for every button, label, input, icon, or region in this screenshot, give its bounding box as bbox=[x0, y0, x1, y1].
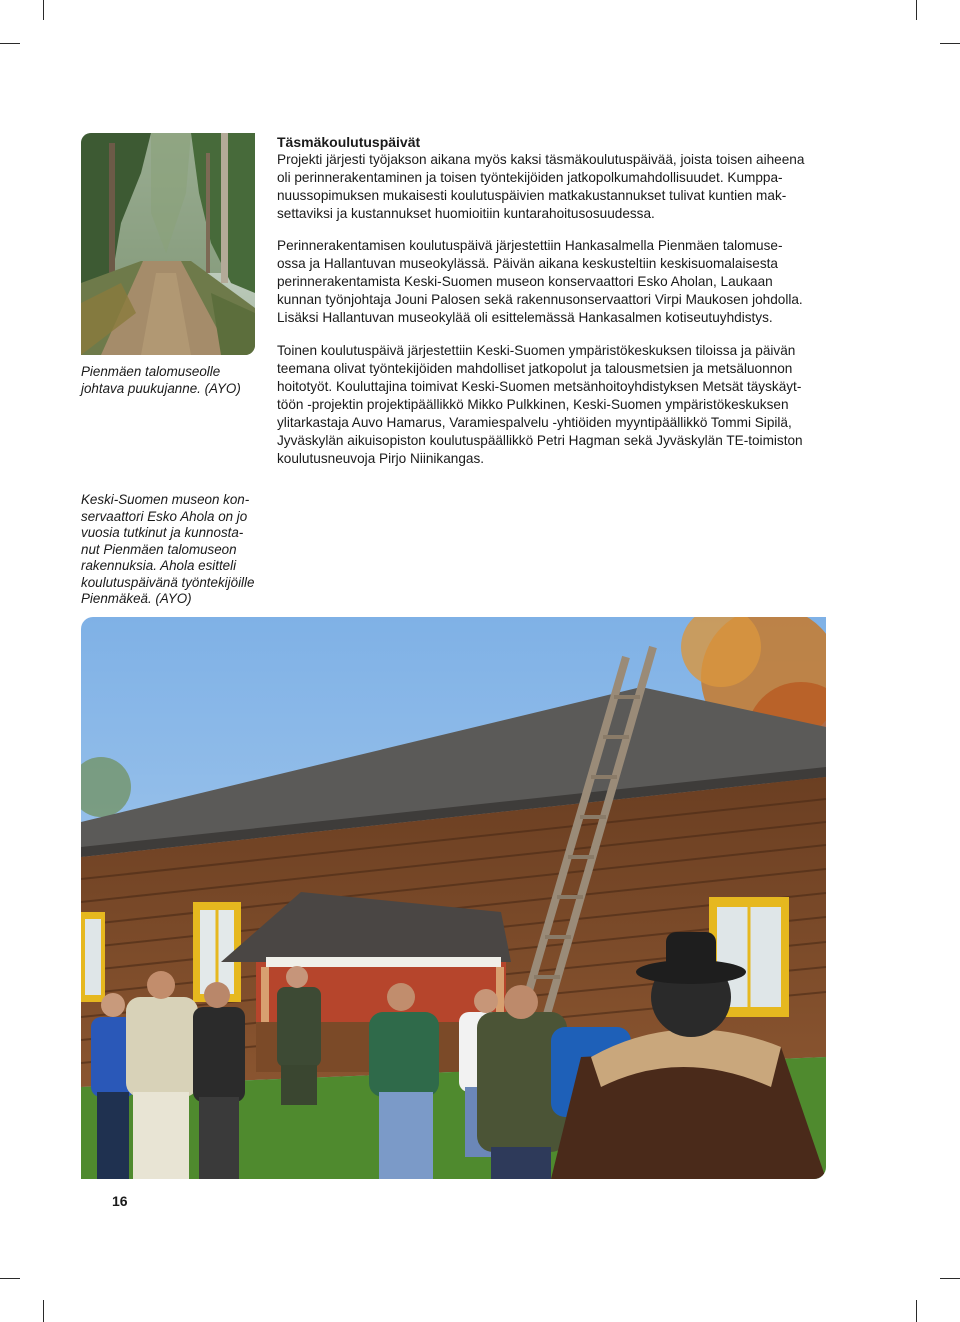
text-line: ossa ja Hallantuvan museokylässä. Päivän aikana keskusteltiin keskisuomalaisesta bbox=[277, 256, 778, 271]
text-line: koulutusneuvoja Pirjo Niinikangas. bbox=[277, 451, 485, 466]
text-line: oli perinnerakentaminen ja toisen työntekijöiden jatkopolkumahdollisuudet. Kumppa- bbox=[277, 170, 783, 185]
text-line: perinnerakentamista Keski-Suomen museon konservaattori Esko Aholan, Laukaan bbox=[277, 274, 773, 289]
text-line: Perinnerakentamisen koulutuspäivä järjestettiin Hankasalmella Pienmäen talomuse- bbox=[277, 238, 783, 253]
page-number: 16 bbox=[112, 1193, 128, 1209]
caption-line: nut Pienmäen talomuseon bbox=[81, 541, 237, 557]
text-line: hoitotyöt. Kouluttajina toimivat Keski-Suomen metsänhoitoyhdistyksen Metsät täyskäyt- bbox=[277, 379, 802, 394]
crop-mark bbox=[916, 1300, 917, 1322]
bottom-photo-caption bbox=[81, 492, 271, 608]
article-paragraph-2 bbox=[277, 237, 825, 327]
article-body bbox=[277, 133, 825, 223]
crop-mark bbox=[0, 1278, 20, 1279]
caption-line: rakennuksia. Ahola esitteli bbox=[81, 558, 237, 573]
article-paragraph-3 bbox=[277, 342, 825, 468]
text-line: nuussopimuksen mukaisesti koulutuspäivien matkakustannukset tulivat kuntien mak- bbox=[277, 188, 787, 203]
top-photo-caption bbox=[81, 364, 261, 397]
forest-path-photo bbox=[81, 133, 255, 355]
text-line: settaviksi ja kustannukset huomioitiin kuntarahoitusosuudessa. bbox=[277, 206, 655, 221]
crop-mark bbox=[916, 0, 917, 20]
crop-mark bbox=[43, 1300, 44, 1322]
text-line: Toinen koulutuspäivä järjestettiin Keski-Suomen ympäristökeskuksen tiloissa ja päivän bbox=[277, 343, 796, 358]
caption-line: johtava puukujanne. (AYO) bbox=[81, 380, 241, 396]
text-line: Lisäksi Hallantuvan museokylää oli esittelemässä Hankasalmen kotiseutuyhdistys. bbox=[277, 310, 773, 325]
caption-line: Pienmäen talomuseolle bbox=[81, 364, 221, 379]
crop-mark bbox=[0, 43, 20, 44]
caption-line: vuosia tutkinut ja kunnosta- bbox=[81, 525, 244, 540]
crop-mark bbox=[43, 0, 44, 20]
text-line: teemana olivat työntekijöiden mahdolliset jatkopolut ja talousmetsien ja metsäluonnon bbox=[277, 361, 793, 376]
caption-line: Pienmäkeä. (AYO) bbox=[81, 591, 192, 606]
article-heading: Täsmäkoulutuspäivät bbox=[277, 134, 421, 150]
text-line: Projekti järjesti työjakson aikana myös kaksi täsmäkoulutuspäivää, joista toisen aiheena bbox=[277, 152, 805, 167]
log-house-photo bbox=[81, 617, 826, 1179]
caption-line: servaattori Esko Ahola on jo bbox=[81, 508, 248, 524]
text-line: kunnan työnjohtaja Jouni Palosen sekä rakennusonservaattori Virpi Maukosen johdolla. bbox=[277, 292, 803, 307]
text-line: Jyväskylän aikuisopiston koulutuspäällikkö Petri Hagman sekä Jyväskylän TE-toimiston bbox=[277, 433, 803, 448]
caption-line: koulutuspäivänä työntekijöille bbox=[81, 574, 255, 590]
text-line: ylitarkastaja Auvo Hamarus, Varamiespalvelu -yhtiöiden myyntipäällikkö Tommi Sipilä, bbox=[277, 415, 792, 430]
caption-line: Keski-Suomen museon kon- bbox=[81, 492, 250, 507]
crop-mark bbox=[940, 43, 960, 44]
crop-mark bbox=[940, 1278, 960, 1279]
text-line: töön -projektin projektipäällikkö Mikko Pulkkinen, Keski-Suomen ympäristökeskuksen bbox=[277, 397, 789, 412]
